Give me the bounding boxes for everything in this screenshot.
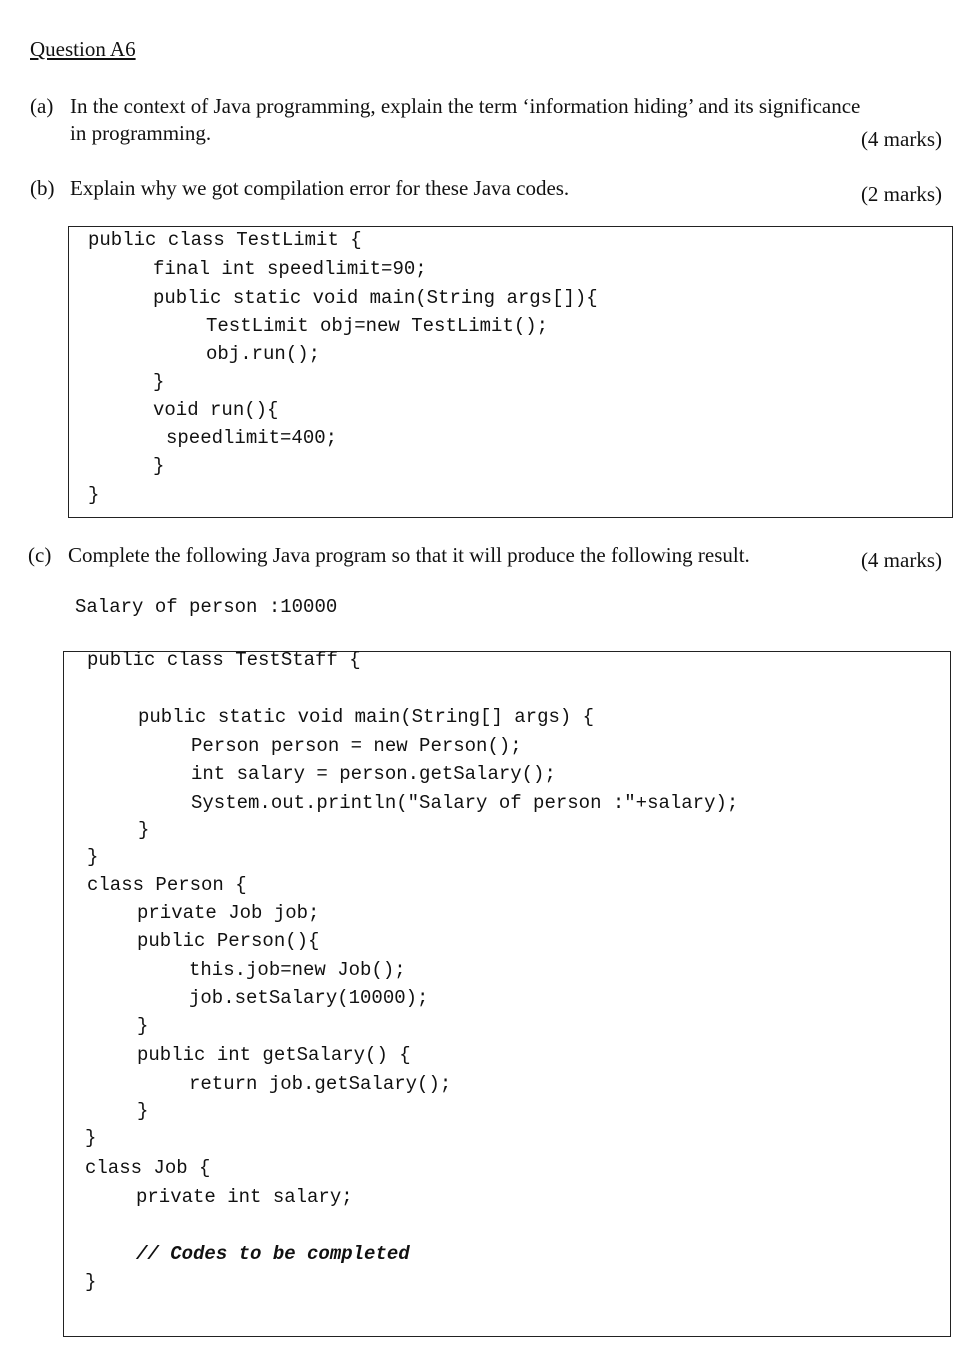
part-c-label: (c) bbox=[28, 543, 52, 567]
code-line: } bbox=[153, 455, 165, 477]
code-line: } bbox=[138, 819, 150, 841]
code-line: } bbox=[153, 371, 165, 393]
code-line: private int salary; bbox=[136, 1186, 353, 1208]
part-b-text: Explain why we got compilation error for these Java codes. bbox=[70, 176, 570, 200]
part-b-label: (b) bbox=[30, 176, 55, 200]
code-line: } bbox=[88, 484, 100, 506]
code-line: return job.getSalary(); bbox=[189, 1073, 452, 1095]
part-c-marks: (4 marks) bbox=[860, 548, 942, 572]
code-line: public static void main(String args[]){ bbox=[153, 287, 598, 309]
code-line: class Job { bbox=[85, 1157, 211, 1179]
code-line: private Job job; bbox=[137, 902, 320, 924]
code-line: } bbox=[87, 846, 99, 868]
expected-output: Salary of person :10000 bbox=[75, 596, 338, 618]
code-line: job.setSalary(10000); bbox=[189, 987, 429, 1009]
code-line: Person person = new Person(); bbox=[191, 735, 522, 757]
code-comment: // Codes to be completed bbox=[136, 1243, 410, 1265]
code-line: class Person { bbox=[87, 874, 247, 896]
part-a-text-line2: in programming. bbox=[70, 121, 212, 145]
code-line: public int getSalary() { bbox=[137, 1044, 411, 1066]
part-a-label: (a) bbox=[30, 94, 54, 118]
code-line: public class TestLimit { bbox=[88, 229, 362, 251]
part-a-text-line1: In the context of Java programming, explain the term ‘information hiding’ and its significance bbox=[70, 94, 861, 118]
code-line: } bbox=[137, 1100, 149, 1122]
question-title: Question A6 bbox=[30, 37, 136, 61]
code-line: } bbox=[85, 1127, 97, 1149]
code-line: public Person(){ bbox=[137, 930, 320, 952]
code-line: System.out.println("Salary of person :"+salary); bbox=[191, 792, 739, 814]
code-line: final int speedlimit=90; bbox=[153, 258, 427, 280]
part-a-marks: (4 marks) bbox=[860, 127, 942, 151]
part-b-marks: (2 marks) bbox=[860, 182, 942, 206]
code-line: speedlimit=400; bbox=[166, 427, 338, 449]
part-c-text: Complete the following Java program so that it will produce the following result. bbox=[68, 543, 750, 567]
code-line: } bbox=[137, 1015, 149, 1037]
code-line: public class TestStaff { bbox=[87, 649, 361, 671]
code-line: } bbox=[85, 1271, 97, 1293]
code-line: int salary = person.getSalary(); bbox=[191, 763, 556, 785]
code-line: public static void main(String[] args) { bbox=[138, 706, 595, 728]
code-line: this.job=new Job(); bbox=[189, 959, 406, 981]
code-line: TestLimit obj=new TestLimit(); bbox=[206, 315, 549, 337]
code-line: obj.run(); bbox=[206, 343, 321, 365]
code-line: void run(){ bbox=[153, 399, 279, 421]
